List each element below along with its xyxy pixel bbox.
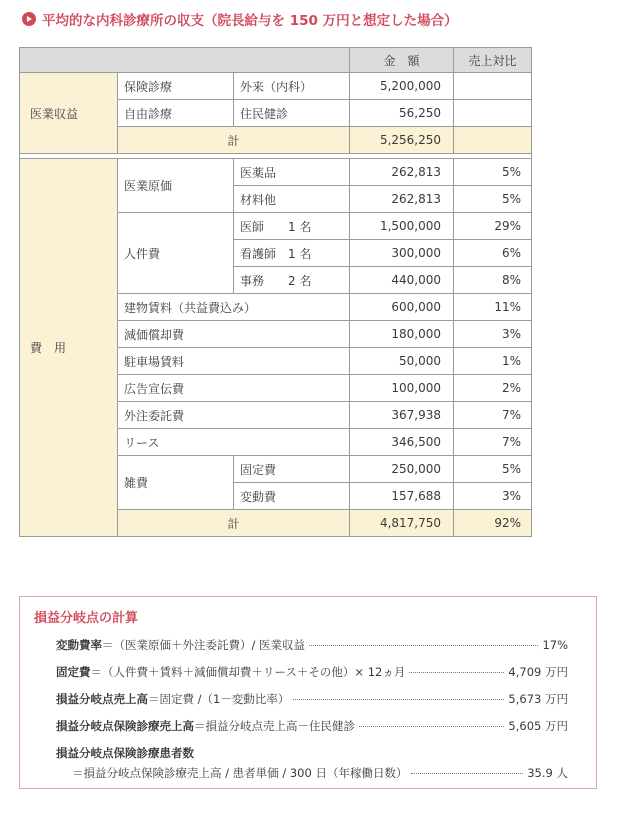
row-ratio: [454, 100, 532, 127]
row-amount: 262,813: [350, 186, 454, 213]
row-amount: 157,688: [350, 483, 454, 510]
calc-result: 17%: [542, 638, 568, 652]
expense-category: 費 用: [20, 159, 118, 537]
calc-formula: ＝（医業原価＋外注委託費）/ 医業収益: [102, 638, 306, 652]
row-ratio: 5%: [454, 456, 532, 483]
row-ratio: 7%: [454, 429, 532, 456]
row-amount: 440,000: [350, 267, 454, 294]
total-label: 計: [118, 127, 350, 154]
calc-result: 5,673 万円: [508, 692, 568, 706]
calc-term: 損益分岐点保険診療売上高: [56, 719, 194, 733]
row-sub: 固定費: [234, 456, 350, 483]
row-sub: 外来（内科）: [234, 73, 350, 100]
total-amount: 4,817,750: [350, 510, 454, 537]
personnel-label: 人件費: [118, 213, 234, 294]
row-amount: 50,000: [350, 348, 454, 375]
row-ratio: 1%: [454, 348, 532, 375]
dot-leader: [359, 726, 504, 727]
breakeven-title: 損益分岐点の計算: [34, 611, 139, 626]
calc-formula: ＝固定費 /（1－変動比率）: [148, 692, 290, 706]
play-circle-icon: [22, 12, 36, 26]
row-sub: 材料他: [234, 186, 350, 213]
calc-result: 5,605 万円: [508, 719, 568, 733]
page-title: [22, 9, 458, 29]
calc-term: 損益分岐点保険診療患者数: [56, 746, 194, 760]
row-item: 保険診療: [118, 73, 234, 100]
row-ratio: 8%: [454, 267, 532, 294]
breakeven-box: [19, 596, 597, 789]
row-ratio: 7%: [454, 402, 532, 429]
dot-leader: [309, 645, 538, 646]
row-sub: 看護師 1 名: [234, 240, 350, 267]
row-amount: 180,000: [350, 321, 454, 348]
calc-formula: ＝（人件費＋賃料＋減価償却費＋リース＋その他）× 12ヵ月: [90, 665, 406, 679]
row-ratio: 11%: [454, 294, 532, 321]
dot-leader: [293, 699, 504, 700]
calc-term: 変動費率: [56, 638, 102, 652]
dot-leader: [409, 672, 504, 673]
row-item: リース: [118, 429, 350, 456]
calc-line: [56, 745, 568, 761]
calc-line: [56, 664, 568, 680]
total-amount: 5,256,250: [350, 127, 454, 154]
calc-term: 固定費: [56, 665, 91, 679]
row-ratio: 29%: [454, 213, 532, 240]
row-ratio: 2%: [454, 375, 532, 402]
header-amount: 金 額: [350, 48, 454, 73]
row-amount: 56,250: [350, 100, 454, 127]
row-amount: 300,000: [350, 240, 454, 267]
row-amount: 1,500,000: [350, 213, 454, 240]
calc-line: [56, 637, 568, 653]
calc-line: [56, 691, 568, 707]
row-amount: 367,938: [350, 402, 454, 429]
row-amount: 100,000: [350, 375, 454, 402]
row-ratio: 3%: [454, 483, 532, 510]
row-sub: 住民健診: [234, 100, 350, 127]
calc-result: 4,709 万円: [508, 665, 568, 679]
row-ratio: [454, 73, 532, 100]
total-label: 計: [118, 510, 350, 537]
row-ratio: 6%: [454, 240, 532, 267]
medical-cost-label: 医業原価: [118, 159, 234, 213]
misc-label: 雑費: [118, 456, 234, 510]
calc-line: [56, 718, 568, 734]
row-item: 駐車場賃料: [118, 348, 350, 375]
row-ratio: 5%: [454, 159, 532, 186]
calc-term: 損益分岐点売上高: [56, 692, 148, 706]
header-ratio: 売上対比: [454, 48, 532, 73]
calc-line: [72, 765, 568, 781]
table-header-row: [20, 48, 532, 73]
row-item: 建物賃料（共益費込み）: [118, 294, 350, 321]
calc-formula: ＝損益分岐点売上高－住民健診: [194, 719, 355, 733]
row-sub: 医薬品: [234, 159, 350, 186]
row-amount: 262,813: [350, 159, 454, 186]
row-amount: 600,000: [350, 294, 454, 321]
revenue-category: 医業収益: [20, 73, 118, 154]
dot-leader: [411, 773, 523, 774]
row-amount: 5,200,000: [350, 73, 454, 100]
calc-result: 35.9 人: [527, 766, 568, 780]
total-ratio: [454, 127, 532, 154]
row-item: 広告宣伝費: [118, 375, 350, 402]
row-sub: 事務 2 名: [234, 267, 350, 294]
income-expense-table: [19, 47, 532, 537]
row-sub: 変動費: [234, 483, 350, 510]
total-ratio: 92%: [454, 510, 532, 537]
calc-formula: ＝損益分岐点保険診療売上高 / 患者単価 / 300 日（年稼働日数）: [72, 766, 408, 780]
table-row: [20, 73, 532, 100]
table-row: [20, 159, 532, 186]
row-item: 自由診療: [118, 100, 234, 127]
row-ratio: 5%: [454, 186, 532, 213]
row-item: 外注委託費: [118, 402, 350, 429]
row-amount: 346,500: [350, 429, 454, 456]
row-amount: 250,000: [350, 456, 454, 483]
row-ratio: 3%: [454, 321, 532, 348]
page-title-text: 平均的な内科診療所の収支（院長給与を 150 万円と想定した場合）: [42, 13, 458, 29]
row-item: 減価償却費: [118, 321, 350, 348]
row-sub: 医師 1 名: [234, 213, 350, 240]
